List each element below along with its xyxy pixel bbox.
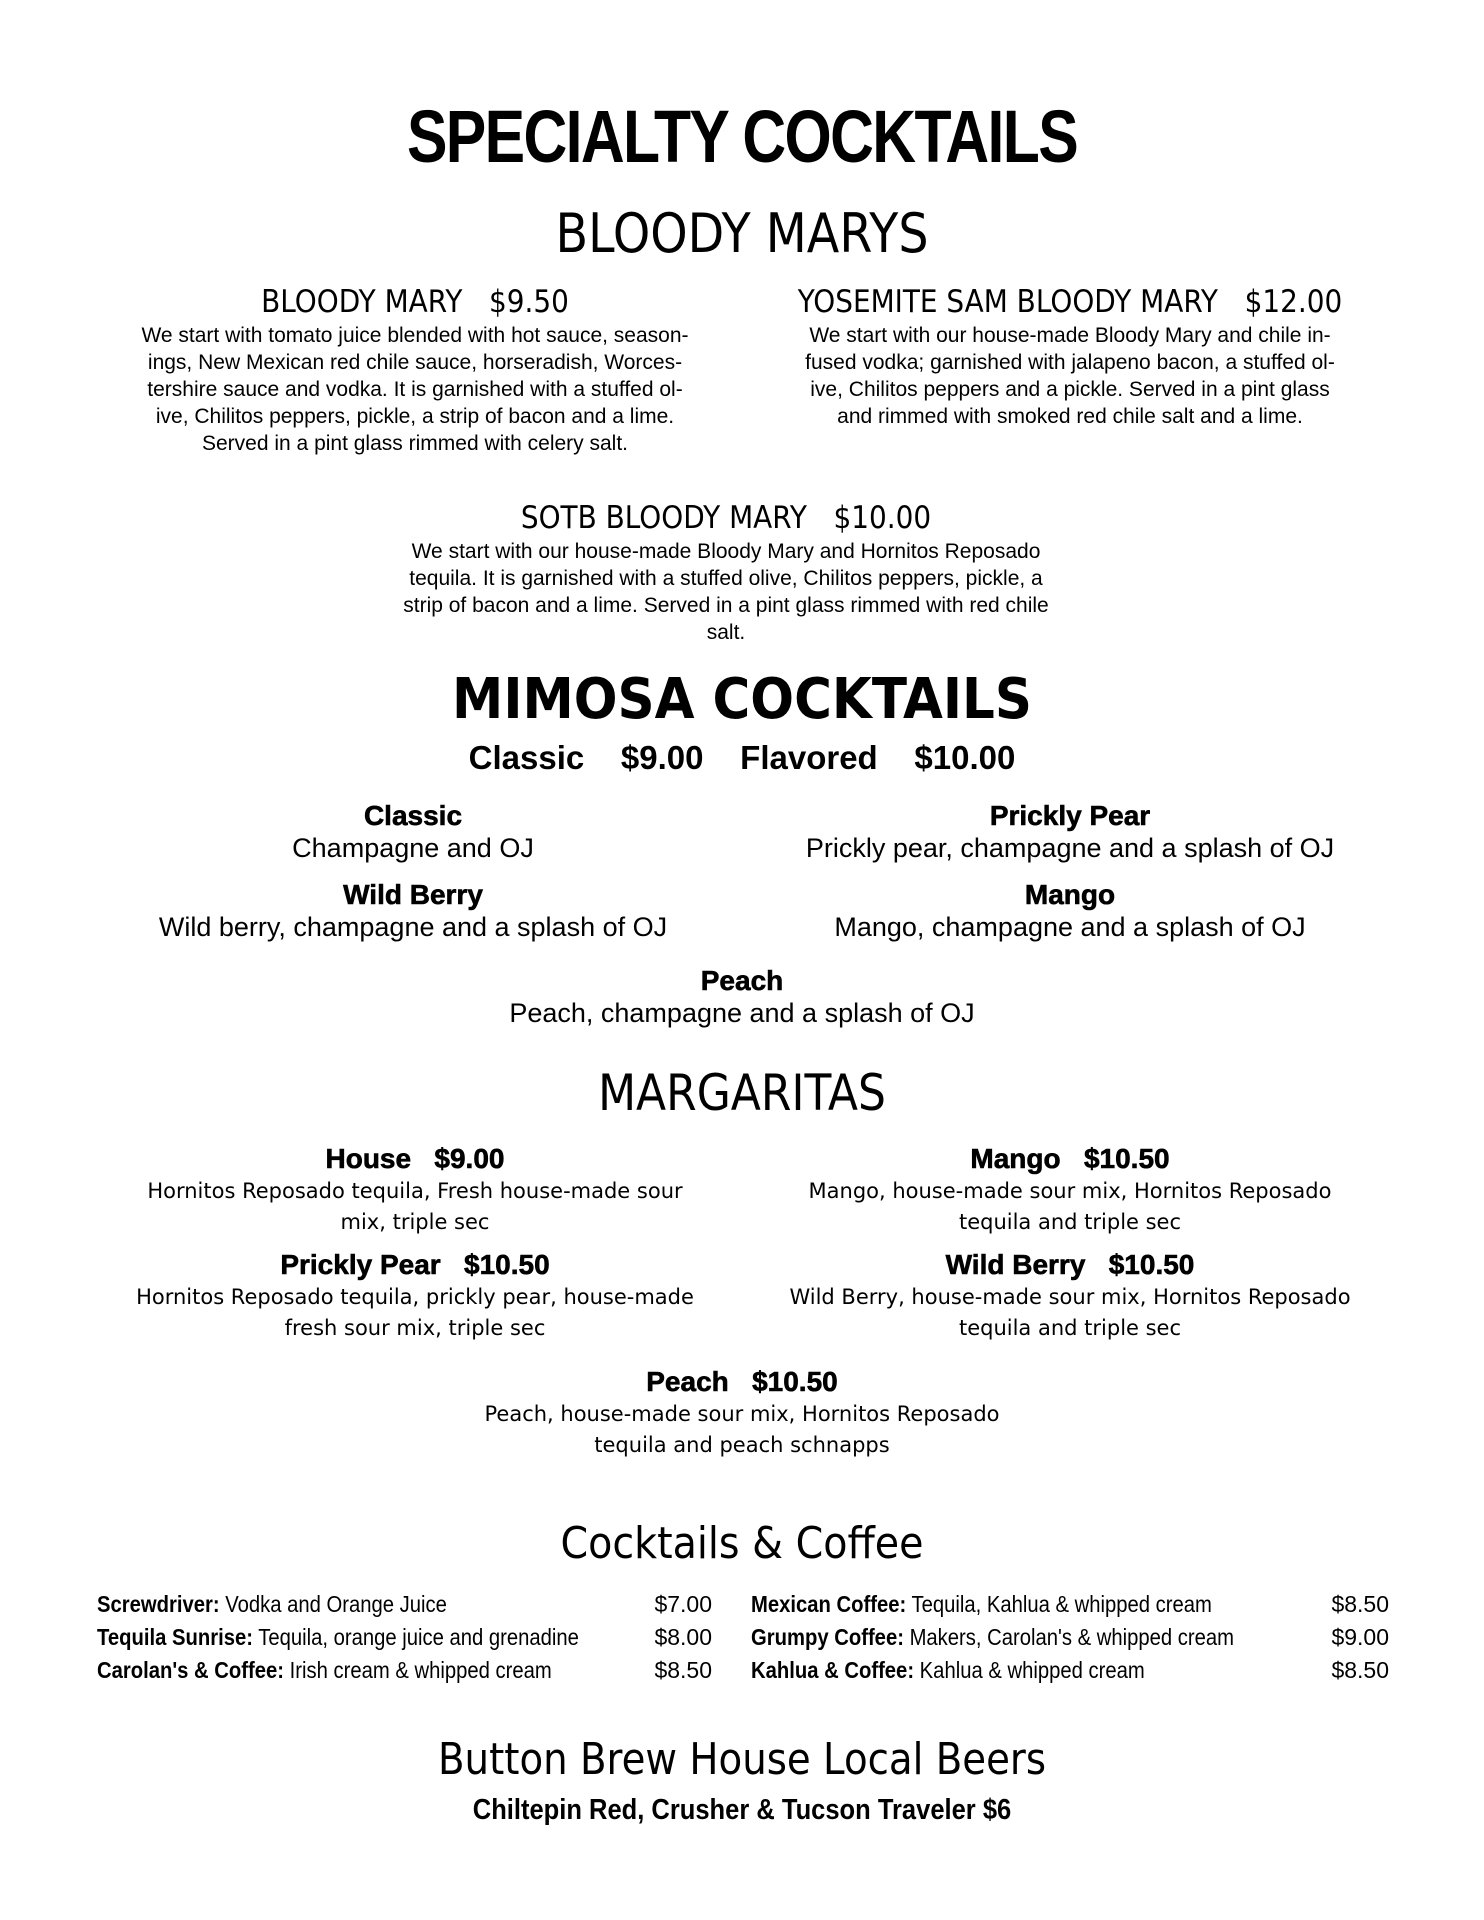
item-name-price: YOSEMITE SAM BLOODY MARY $12.00 (797, 284, 1343, 320)
section-title-bloody-marys: BLOODY MARYS (555, 202, 929, 265)
desc-line: salt. (706, 621, 746, 644)
item-price: $8.50 (1331, 1657, 1389, 1683)
item-description: Kahlua & whipped cream (914, 1657, 1145, 1683)
item-description: Makers, Carolan's & whipped cream (903, 1624, 1235, 1650)
item-name-price: Wild Berry $10.50 (945, 1249, 1195, 1280)
desc-line: Wild Berry, house-made sour mix, Hornitos Reposado (789, 1285, 1351, 1309)
desc-line: and rimmed with smoked red chile salt and a lime. (837, 405, 1303, 428)
desc-line: strip of bacon and a lime. Served in a pint glass rimmed with red chile (403, 594, 1049, 617)
item-name: Prickly Pear (989, 800, 1151, 831)
item-name-price: House $9.00 (325, 1143, 505, 1174)
section-title-local-beers: Button Brew House Local Beers (437, 1734, 1047, 1785)
desc-line: We start with tomato juice blended with hot sauce, season- (141, 324, 689, 347)
item-price: $8.50 (1331, 1591, 1389, 1617)
item-name: Screwdriver: (97, 1591, 220, 1617)
item-name: Classic (363, 800, 463, 831)
item-name: Kahlua & Coffee: (751, 1657, 915, 1683)
margarita-item-prickly-pear (100, 1248, 730, 1344)
item-description: Irish cream & whipped cream (284, 1657, 552, 1683)
desc-line: We start with our house-made Bloody Mary and chile in- (809, 324, 1331, 347)
item-price: $8.50 (654, 1657, 712, 1683)
item-name: Carolan's & Coffee: (97, 1657, 285, 1683)
menu-item-sotb-bloody-mary (348, 500, 1104, 646)
item-description: Mango, champagne and a splash of OJ (834, 912, 1306, 942)
item-description: Tequila, Kahlua & whipped cream (906, 1591, 1212, 1617)
item-description (765, 322, 1375, 430)
cocktail-row-grumpy-coffee (751, 1621, 1234, 1653)
item-name: Peach (700, 965, 784, 996)
desc-line: mix, triple sec (340, 1210, 490, 1234)
item-description (427, 1399, 1057, 1461)
menu-item-bloody-mary (95, 284, 735, 457)
desc-line: Mango, house-made sour mix, Hornitos Reposado (808, 1179, 1332, 1203)
beer-list: Chiltepin Red, Crusher & Tucson Traveler $6 (472, 1794, 1012, 1826)
cocktail-row-screwdriver (97, 1588, 447, 1620)
item-description: Prickly pear, champagne and a splash of OJ (805, 833, 1335, 863)
item-description: Vodka and Orange Juice (219, 1591, 447, 1617)
mimosa-item-mango (770, 879, 1370, 943)
item-name: Mexican Coffee: (751, 1591, 907, 1617)
desc-line: ive, Chilitos peppers, pickle, a strip of bacon and a lime. (155, 405, 675, 428)
menu-item-yosemite-sam-bloody-mary (765, 284, 1375, 430)
desc-line: tequila and triple sec (958, 1316, 1182, 1340)
desc-line: Peach, house-made sour mix, Hornitos Reposado (484, 1402, 1000, 1426)
item-description (348, 538, 1104, 646)
item-price: $7.00 (654, 1591, 712, 1617)
desc-line: tequila and peach schnapps (594, 1433, 890, 1457)
item-name: Grumpy Coffee: (751, 1624, 904, 1650)
margarita-item-mango (755, 1142, 1385, 1238)
item-name-price: SOTB BLOODY MARY $10.00 (520, 500, 932, 536)
item-name-price: Peach $10.50 (646, 1366, 838, 1397)
item-name: Mango (1024, 879, 1116, 910)
desc-line: fresh sour mix, triple sec (284, 1316, 546, 1340)
margarita-item-wild-berry (755, 1248, 1385, 1344)
page-title: SPECIALTY COCKTAILS (406, 95, 1078, 178)
item-description (100, 1176, 730, 1238)
desc-line: We start with our house-made Bloody Mary and Hornitos Reposado (411, 540, 1041, 563)
desc-line: tershire sauce and vodka. It is garnished with a stuffed ol- (147, 378, 683, 401)
mimosa-item-prickly-pear (770, 800, 1370, 864)
item-name-price: Prickly Pear $10.50 (280, 1249, 550, 1280)
margarita-item-peach (427, 1365, 1057, 1461)
item-description: Peach, champagne and a splash of OJ (509, 998, 975, 1028)
desc-line: ive, Chilitos peppers and a pickle. Served in a pint glass (810, 378, 1330, 401)
mimosa-item-peach (442, 965, 1042, 1029)
item-description (755, 1282, 1385, 1344)
item-description: Tequila, orange juice and grenadine (252, 1624, 579, 1650)
item-description: Champagne and OJ (292, 833, 534, 863)
item-name: Wild Berry (343, 879, 483, 910)
desc-line: Hornitos Reposado tequila, prickly pear, house-made (136, 1285, 694, 1309)
margarita-item-house (100, 1142, 730, 1238)
mimosa-prices: Classic $9.00 Flavored $10.00 (468, 739, 1016, 776)
item-name: Tequila Sunrise: (97, 1624, 253, 1650)
item-description: Wild berry, champagne and a splash of OJ (158, 912, 668, 942)
item-price: $8.00 (654, 1624, 712, 1650)
cocktail-row-kahlua-coffee (751, 1654, 1145, 1686)
cocktail-row-carolans-coffee (97, 1654, 552, 1686)
cocktail-row-tequila-sunrise (97, 1621, 579, 1653)
mimosa-item-classic (113, 800, 713, 864)
desc-line: Hornitos Reposado tequila, Fresh house-made sour (147, 1179, 683, 1203)
desc-line: tequila. It is garnished with a stuffed olive, Chilitos peppers, pickle, a (409, 567, 1043, 590)
section-title-cocktails-coffee: Cocktails & Coffee (560, 1518, 924, 1569)
desc-line: fused vodka; garnished with jalapeno bacon, a stuffed ol- (805, 351, 1335, 374)
item-description (755, 1176, 1385, 1238)
section-title-mimosa-cocktails: MIMOSA COCKTAILS (452, 667, 1032, 732)
section-title-margaritas: MARGARITAS (598, 1064, 886, 1122)
cocktail-row-mexican-coffee (751, 1588, 1212, 1620)
item-description (95, 322, 735, 457)
desc-line: Served in a pint glass rimmed with celery salt. (202, 432, 628, 455)
item-name-price: Mango $10.50 (970, 1143, 1170, 1174)
mimosa-item-wild-berry (113, 879, 713, 943)
desc-line: tequila and triple sec (958, 1210, 1182, 1234)
item-name-price: BLOODY MARY $9.50 (261, 284, 569, 320)
item-price: $9.00 (1331, 1624, 1389, 1650)
desc-line: ings, New Mexican red chile sauce, horseradish, Worces- (147, 351, 683, 374)
item-description (100, 1282, 730, 1344)
